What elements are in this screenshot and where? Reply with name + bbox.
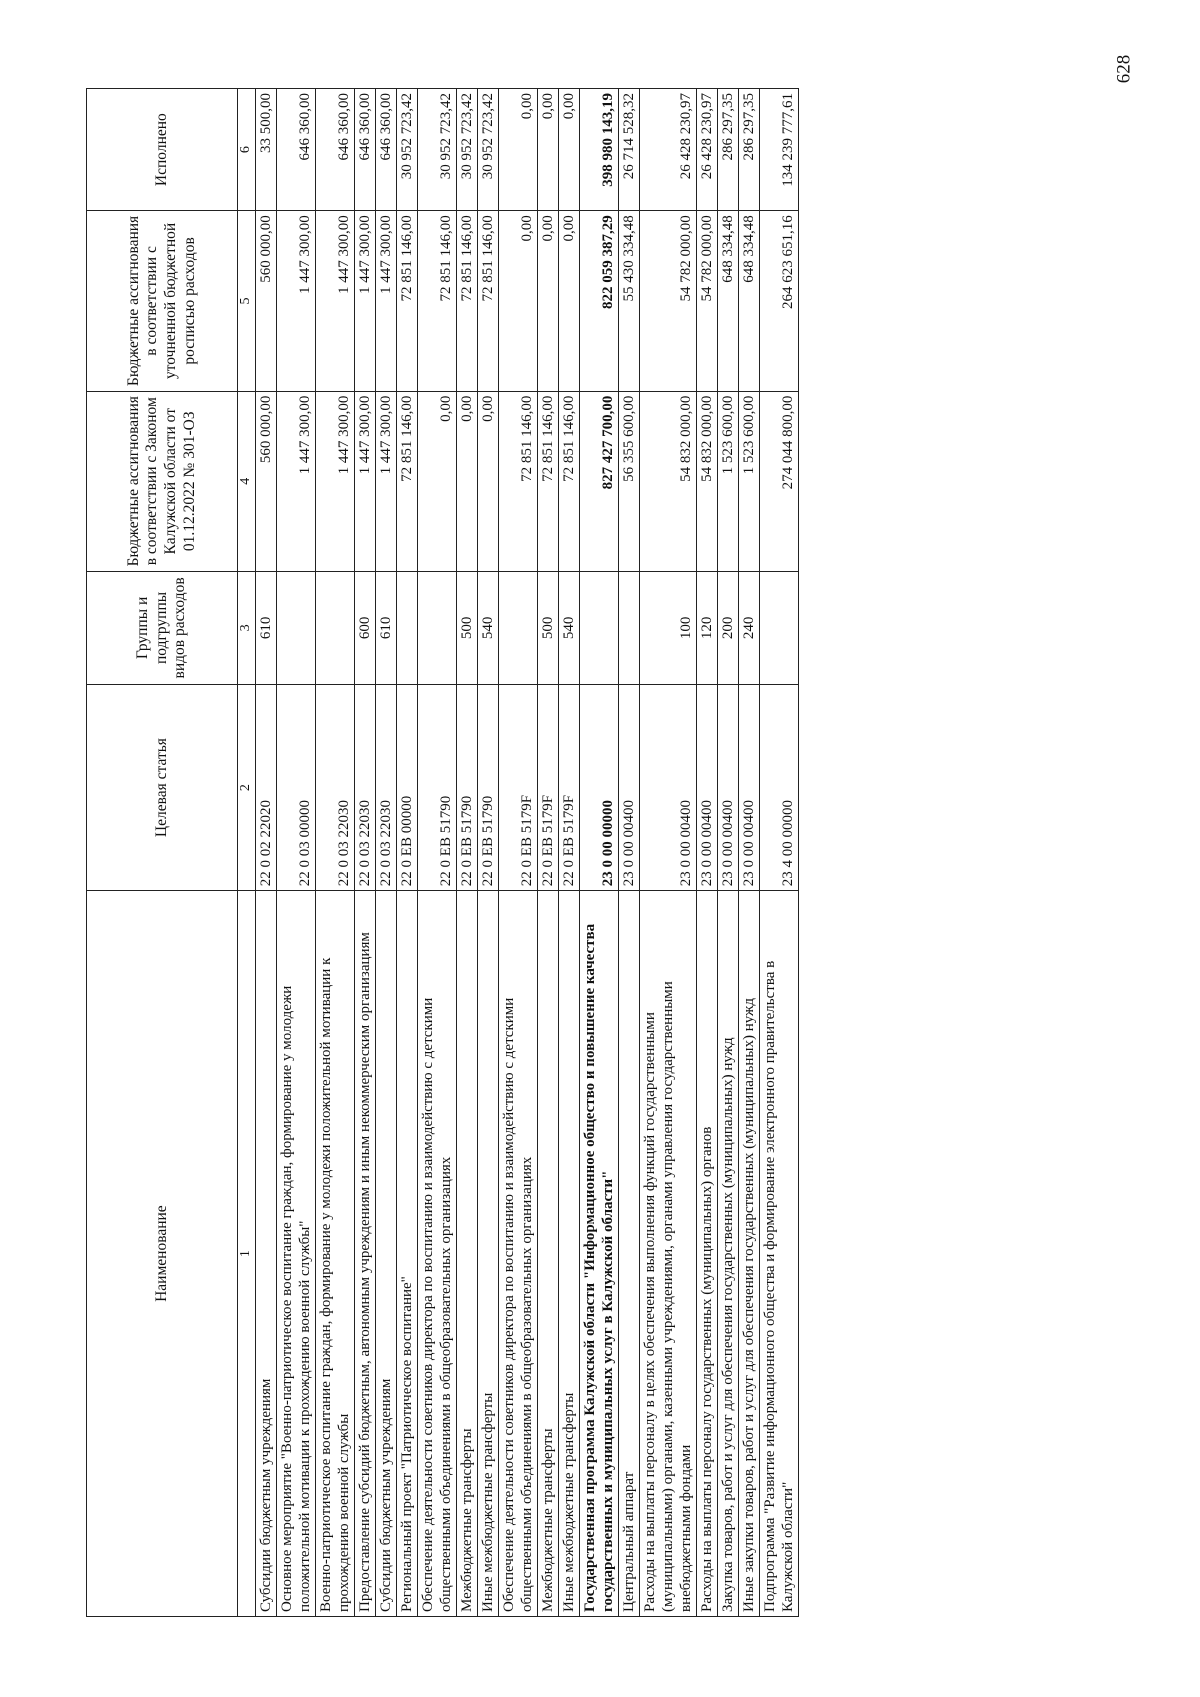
table-row	[537, 89, 558, 1617]
row-executed-amount: 286 297,35	[717, 89, 738, 211]
row-law-amount: 54 832 000,00	[696, 391, 717, 571]
row-refined-amount: 72 851 146,00	[456, 211, 477, 391]
row-group: 200	[717, 571, 738, 684]
row-law-amount: 72 851 146,00	[558, 391, 579, 571]
row-law-amount: 1 447 300,00	[375, 391, 396, 571]
column-index: 4	[238, 391, 256, 571]
row-name: Субсидии бюджетным учреждениям	[255, 891, 276, 1617]
row-refined-amount: 264 623 651,16	[759, 211, 798, 391]
row-group	[498, 571, 537, 684]
row-executed-amount: 646 360,00	[315, 89, 354, 211]
row-refined-amount: 0,00	[558, 211, 579, 391]
row-target-code: 22 0 EB 5179F	[537, 684, 558, 890]
row-name: Иные межбюджетные трансферты	[477, 891, 498, 1617]
row-name: Закупка товаров, работ и услуг для обеспечения государственных (муниципальных) нужд	[717, 891, 738, 1617]
row-refined-amount: 1 447 300,00	[276, 211, 315, 391]
row-law-amount: 72 851 146,00	[498, 391, 537, 571]
table-row	[579, 89, 618, 1617]
row-group	[759, 571, 798, 684]
row-group: 500	[456, 571, 477, 684]
row-executed-amount: 30 952 723,42	[456, 89, 477, 211]
row-group: 610	[375, 571, 396, 684]
row-name: Расходы на выплаты персоналу в целях обеспечения выполнения функций государственными (муниципальными) органами, казенными учреждениями, органами управления государственными внебюджетными фондами	[639, 891, 696, 1617]
row-target-code: 23 0 00 00400	[618, 684, 639, 890]
row-group	[276, 571, 315, 684]
table-row	[456, 89, 477, 1617]
row-target-code: 23 0 00 00400	[639, 684, 696, 890]
row-refined-amount: 1 447 300,00	[375, 211, 396, 391]
table-row	[255, 89, 276, 1617]
row-executed-amount: 30 952 723,42	[396, 89, 417, 211]
row-law-amount: 827 427 700,00	[579, 391, 618, 571]
row-name: Региональный проект "Патриотическое воспитание"	[396, 891, 417, 1617]
row-law-amount: 274 044 800,00	[759, 391, 798, 571]
row-group	[579, 571, 618, 684]
rotated-page-content	[86, 88, 1086, 1617]
row-group: 500	[537, 571, 558, 684]
row-name: Субсидии бюджетным учреждениям	[375, 891, 396, 1617]
row-target-code: 22 0 03 22030	[375, 684, 396, 890]
row-executed-amount: 398 980 143,19	[579, 89, 618, 211]
row-executed-amount: 0,00	[558, 89, 579, 211]
table-row	[639, 89, 696, 1617]
row-group	[396, 571, 417, 684]
row-executed-amount: 0,00	[498, 89, 537, 211]
table-row	[738, 89, 759, 1617]
row-name: Подпрограмма "Развитие информационного общества и формирование электронного правительства в Калужской области"	[759, 891, 798, 1617]
row-target-code: 22 0 03 00000	[276, 684, 315, 890]
table-row	[396, 89, 417, 1617]
row-refined-amount: 72 851 146,00	[396, 211, 417, 391]
row-refined-amount: 560 000,00	[255, 211, 276, 391]
row-executed-amount: 0,00	[537, 89, 558, 211]
table-row	[498, 89, 537, 1617]
row-group: 540	[477, 571, 498, 684]
row-executed-amount: 33 500,00	[255, 89, 276, 211]
row-law-amount: 0,00	[477, 391, 498, 571]
row-refined-amount: 72 851 146,00	[477, 211, 498, 391]
row-executed-amount: 286 297,35	[738, 89, 759, 211]
header-target: Целевая статья	[87, 684, 238, 890]
row-law-amount: 1 447 300,00	[315, 391, 354, 571]
row-name: Основное мероприятие "Военно-патриотическое воспитание граждан, формирование у молодежи положительной мотивации к прохождению военной службы"	[276, 891, 315, 1617]
row-refined-amount: 0,00	[498, 211, 537, 391]
header-executed: Исполнено	[87, 89, 238, 211]
table-row	[477, 89, 498, 1617]
row-refined-amount: 1 447 300,00	[315, 211, 354, 391]
row-refined-amount: 72 851 146,00	[417, 211, 456, 391]
table-row	[315, 89, 354, 1617]
row-target-code: 23 0 00 00000	[579, 684, 618, 890]
row-name: Обеспечение деятельности советников директора по воспитанию и взаимодействию с детскими общественными объединениями в общеобразовательных организациях	[498, 891, 537, 1617]
table-row	[618, 89, 639, 1617]
row-law-amount: 0,00	[456, 391, 477, 571]
table-row	[354, 89, 375, 1617]
column-index: 1	[238, 891, 256, 1617]
row-name: Межбюджетные трансферты	[537, 891, 558, 1617]
row-group: 610	[255, 571, 276, 684]
column-index: 5	[238, 211, 256, 391]
row-target-code: 23 0 00 00400	[717, 684, 738, 890]
table-row	[759, 89, 798, 1617]
budget-table	[86, 88, 799, 1617]
header-name: Наименование	[87, 891, 238, 1617]
row-target-code: 22 0 EB 5179F	[498, 684, 537, 890]
row-group	[315, 571, 354, 684]
row-law-amount: 1 523 600,00	[738, 391, 759, 571]
row-target-code: 23 0 00 00400	[696, 684, 717, 890]
row-law-amount: 1 447 300,00	[276, 391, 315, 571]
row-name: Предоставление субсидий бюджетным, автономным учреждениям и иным некоммерческим организациям	[354, 891, 375, 1617]
row-name: Расходы на выплаты персоналу государственных (муниципальных) органов	[696, 891, 717, 1617]
row-refined-amount: 54 782 000,00	[696, 211, 717, 391]
column-index: 3	[238, 571, 256, 684]
row-target-code: 22 0 03 22030	[354, 684, 375, 890]
row-name: Иные межбюджетные трансферты	[558, 891, 579, 1617]
row-name: Военно-патриотическое воспитание граждан, формирование у молодежи положительной мотивации к прохождению военной службы	[315, 891, 354, 1617]
row-law-amount: 54 832 000,00	[639, 391, 696, 571]
row-group	[417, 571, 456, 684]
row-executed-amount: 26 428 230,97	[696, 89, 717, 211]
row-name: Обеспечение деятельности советников директора по воспитанию и взаимодействию с детскими общественными объединениями в общеобразовательных организациях	[417, 891, 456, 1617]
row-group	[618, 571, 639, 684]
row-refined-amount: 1 447 300,00	[354, 211, 375, 391]
table-row	[558, 89, 579, 1617]
row-group: 240	[738, 571, 759, 684]
row-executed-amount: 646 360,00	[354, 89, 375, 211]
table-row	[375, 89, 396, 1617]
row-refined-amount: 648 334,48	[717, 211, 738, 391]
row-target-code: 23 0 00 00400	[738, 684, 759, 890]
row-group: 100	[639, 571, 696, 684]
row-group: 120	[696, 571, 717, 684]
row-name: Межбюджетные трансферты	[456, 891, 477, 1617]
row-target-code: 22 0 03 22030	[315, 684, 354, 890]
row-executed-amount: 646 360,00	[375, 89, 396, 211]
table-row	[276, 89, 315, 1617]
row-name: Иные закупки товаров, работ и услуг для обеспечения государственных (муниципальных) нужд	[738, 891, 759, 1617]
column-index-row	[238, 89, 256, 1617]
table-row	[696, 89, 717, 1617]
column-index: 6	[238, 89, 256, 211]
header-refined: Бюджетные ассигнования в соответствии с уточненной бюджетной росписью расходов	[87, 211, 238, 391]
row-target-code: 22 0 EB 5179F	[558, 684, 579, 890]
header-group: Группы и подгруппы видов расходов	[87, 571, 238, 684]
row-group: 600	[354, 571, 375, 684]
row-target-code: 23 4 00 00000	[759, 684, 798, 890]
row-executed-amount: 30 952 723,42	[477, 89, 498, 211]
row-executed-amount: 134 239 777,61	[759, 89, 798, 211]
row-law-amount: 1 447 300,00	[354, 391, 375, 571]
header-row	[87, 89, 238, 1617]
row-executed-amount: 30 952 723,42	[417, 89, 456, 211]
row-refined-amount: 54 782 000,00	[639, 211, 696, 391]
row-target-code: 22 0 02 22020	[255, 684, 276, 890]
row-executed-amount: 26 714 528,32	[618, 89, 639, 211]
header-law: Бюджетные ассигнования в соответствии с Законом Калужской области от 01.12.2022 № 301-ОЗ	[87, 391, 238, 571]
row-refined-amount: 0,00	[537, 211, 558, 391]
row-law-amount: 72 851 146,00	[537, 391, 558, 571]
row-name: Государственная программа Калужской области "Информационное общество и повышение качества государственных и муниципальных услуг в Калужской области"	[579, 891, 618, 1617]
row-law-amount: 560 000,00	[255, 391, 276, 571]
row-target-code: 22 0 EB 51790	[477, 684, 498, 890]
row-group: 540	[558, 571, 579, 684]
page-number: 628	[1112, 54, 1134, 84]
row-law-amount: 0,00	[417, 391, 456, 571]
table-row	[417, 89, 456, 1617]
row-refined-amount: 648 334,48	[738, 211, 759, 391]
table-row	[717, 89, 738, 1617]
row-law-amount: 72 851 146,00	[396, 391, 417, 571]
row-target-code: 22 0 EB 00000	[396, 684, 417, 890]
row-executed-amount: 26 428 230,97	[639, 89, 696, 211]
row-target-code: 22 0 EB 51790	[456, 684, 477, 890]
row-law-amount: 1 523 600,00	[717, 391, 738, 571]
column-index: 2	[238, 684, 256, 890]
row-name: Центральный аппарат	[618, 891, 639, 1617]
row-law-amount: 56 355 600,00	[618, 391, 639, 571]
row-target-code: 22 0 EB 51790	[417, 684, 456, 890]
row-executed-amount: 646 360,00	[276, 89, 315, 211]
row-refined-amount: 822 059 387,29	[579, 211, 618, 391]
row-refined-amount: 55 430 334,48	[618, 211, 639, 391]
